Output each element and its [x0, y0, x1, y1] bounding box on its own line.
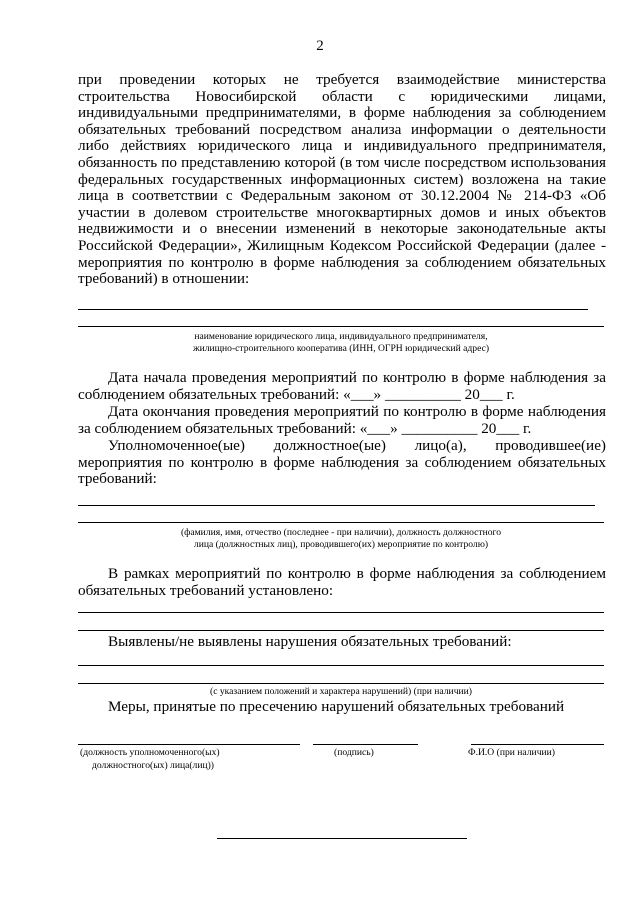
signature-position-caption-1: (должность уполномоченного(ых) — [80, 747, 220, 758]
violations-line-1 — [78, 665, 604, 666]
entity-line-1 — [78, 309, 588, 310]
signature-position-line — [78, 744, 300, 745]
page-number: 2 — [316, 38, 324, 54]
entity-caption-1: наименование юридического лица, индивидуального предпринимателя, — [194, 331, 488, 342]
violations-line-2 — [78, 683, 604, 684]
intro-paragraph: при проведении которых не требуется взаимодействие министерства строительства Новосибирской области с юридическими лицами, индивидуальными предпринимателями, в форме наблюдения за соблюдением обязательных требований посредством анализа информации о деятельности либо действиях юридического лица и индивидуального предпринимателя, обязанность по представлению которой (в том числе посредством использования федеральных государственных информационных систем) возложена на такие лица в соответствии с Федеральным законом от 30.12.2004 № 214-ФЗ «Об участии в долевом строительстве многоквартирных домов и иных объектов недвижимости и о внесении изменений в некоторые законодательные акты Российской Федерации», Жилищным Кодексом Российской Федерации (далее - мероприятия по контролю в форме наблюдения за соблюдением обязательных требований) в отношении: — [78, 71, 606, 288]
entity-caption-2: жилищно-строительного кооператива (ИНН, ОГРН юридический адрес) — [192, 343, 490, 354]
established-line-2 — [78, 630, 604, 631]
officials-caption-1: (фамилия, имя, отчество (последнее - при наличии), должность должностного — [180, 527, 502, 538]
entity-line-2 — [78, 326, 604, 327]
bottom-line — [217, 838, 467, 839]
officials-paragraph: Уполномоченное(ые) должностное(ые) лицо(а), проводившее(ие) мероприятия по контролю в форме наблюдения за соблюдением обязательных требований: — [78, 437, 606, 488]
fio-caption: Ф.И.О (при наличии) — [468, 747, 555, 758]
officials-line-1 — [78, 505, 595, 506]
violations-paragraph: Выявлены/не выявлены нарушения обязательных требований: — [108, 633, 512, 650]
violations-caption: (с указанием положений и характера нарушений) (при наличии) — [210, 686, 472, 697]
start-date-paragraph: Дата начала проведения мероприятий по контролю в форме наблюдения за соблюдением обязательных требований: «___» __________ 20___ г. — [78, 369, 606, 403]
measures-paragraph: Меры, принятые по пресечению нарушений обязательных требований — [108, 698, 565, 715]
end-date-paragraph: Дата окончания проведения мероприятий по контролю в форме наблюдения за соблюдением обязательных требований: «___» __________ 20___ г. — [78, 403, 606, 437]
officials-line-2 — [78, 522, 604, 523]
established-paragraph: В рамках мероприятий по контролю в форме наблюдения за соблюдением обязательных требований установлено: — [78, 565, 606, 599]
officials-caption-2: лица (должностных лиц), проводившего(их) мероприятие по контролю) — [193, 539, 489, 550]
signature-fio-line — [471, 744, 604, 745]
signature-line — [313, 744, 418, 745]
signature-position-caption-2: должностного(ых) лица(лиц)) — [92, 760, 214, 771]
signature-caption: (подпись) — [334, 747, 374, 758]
established-line-1 — [78, 612, 604, 613]
